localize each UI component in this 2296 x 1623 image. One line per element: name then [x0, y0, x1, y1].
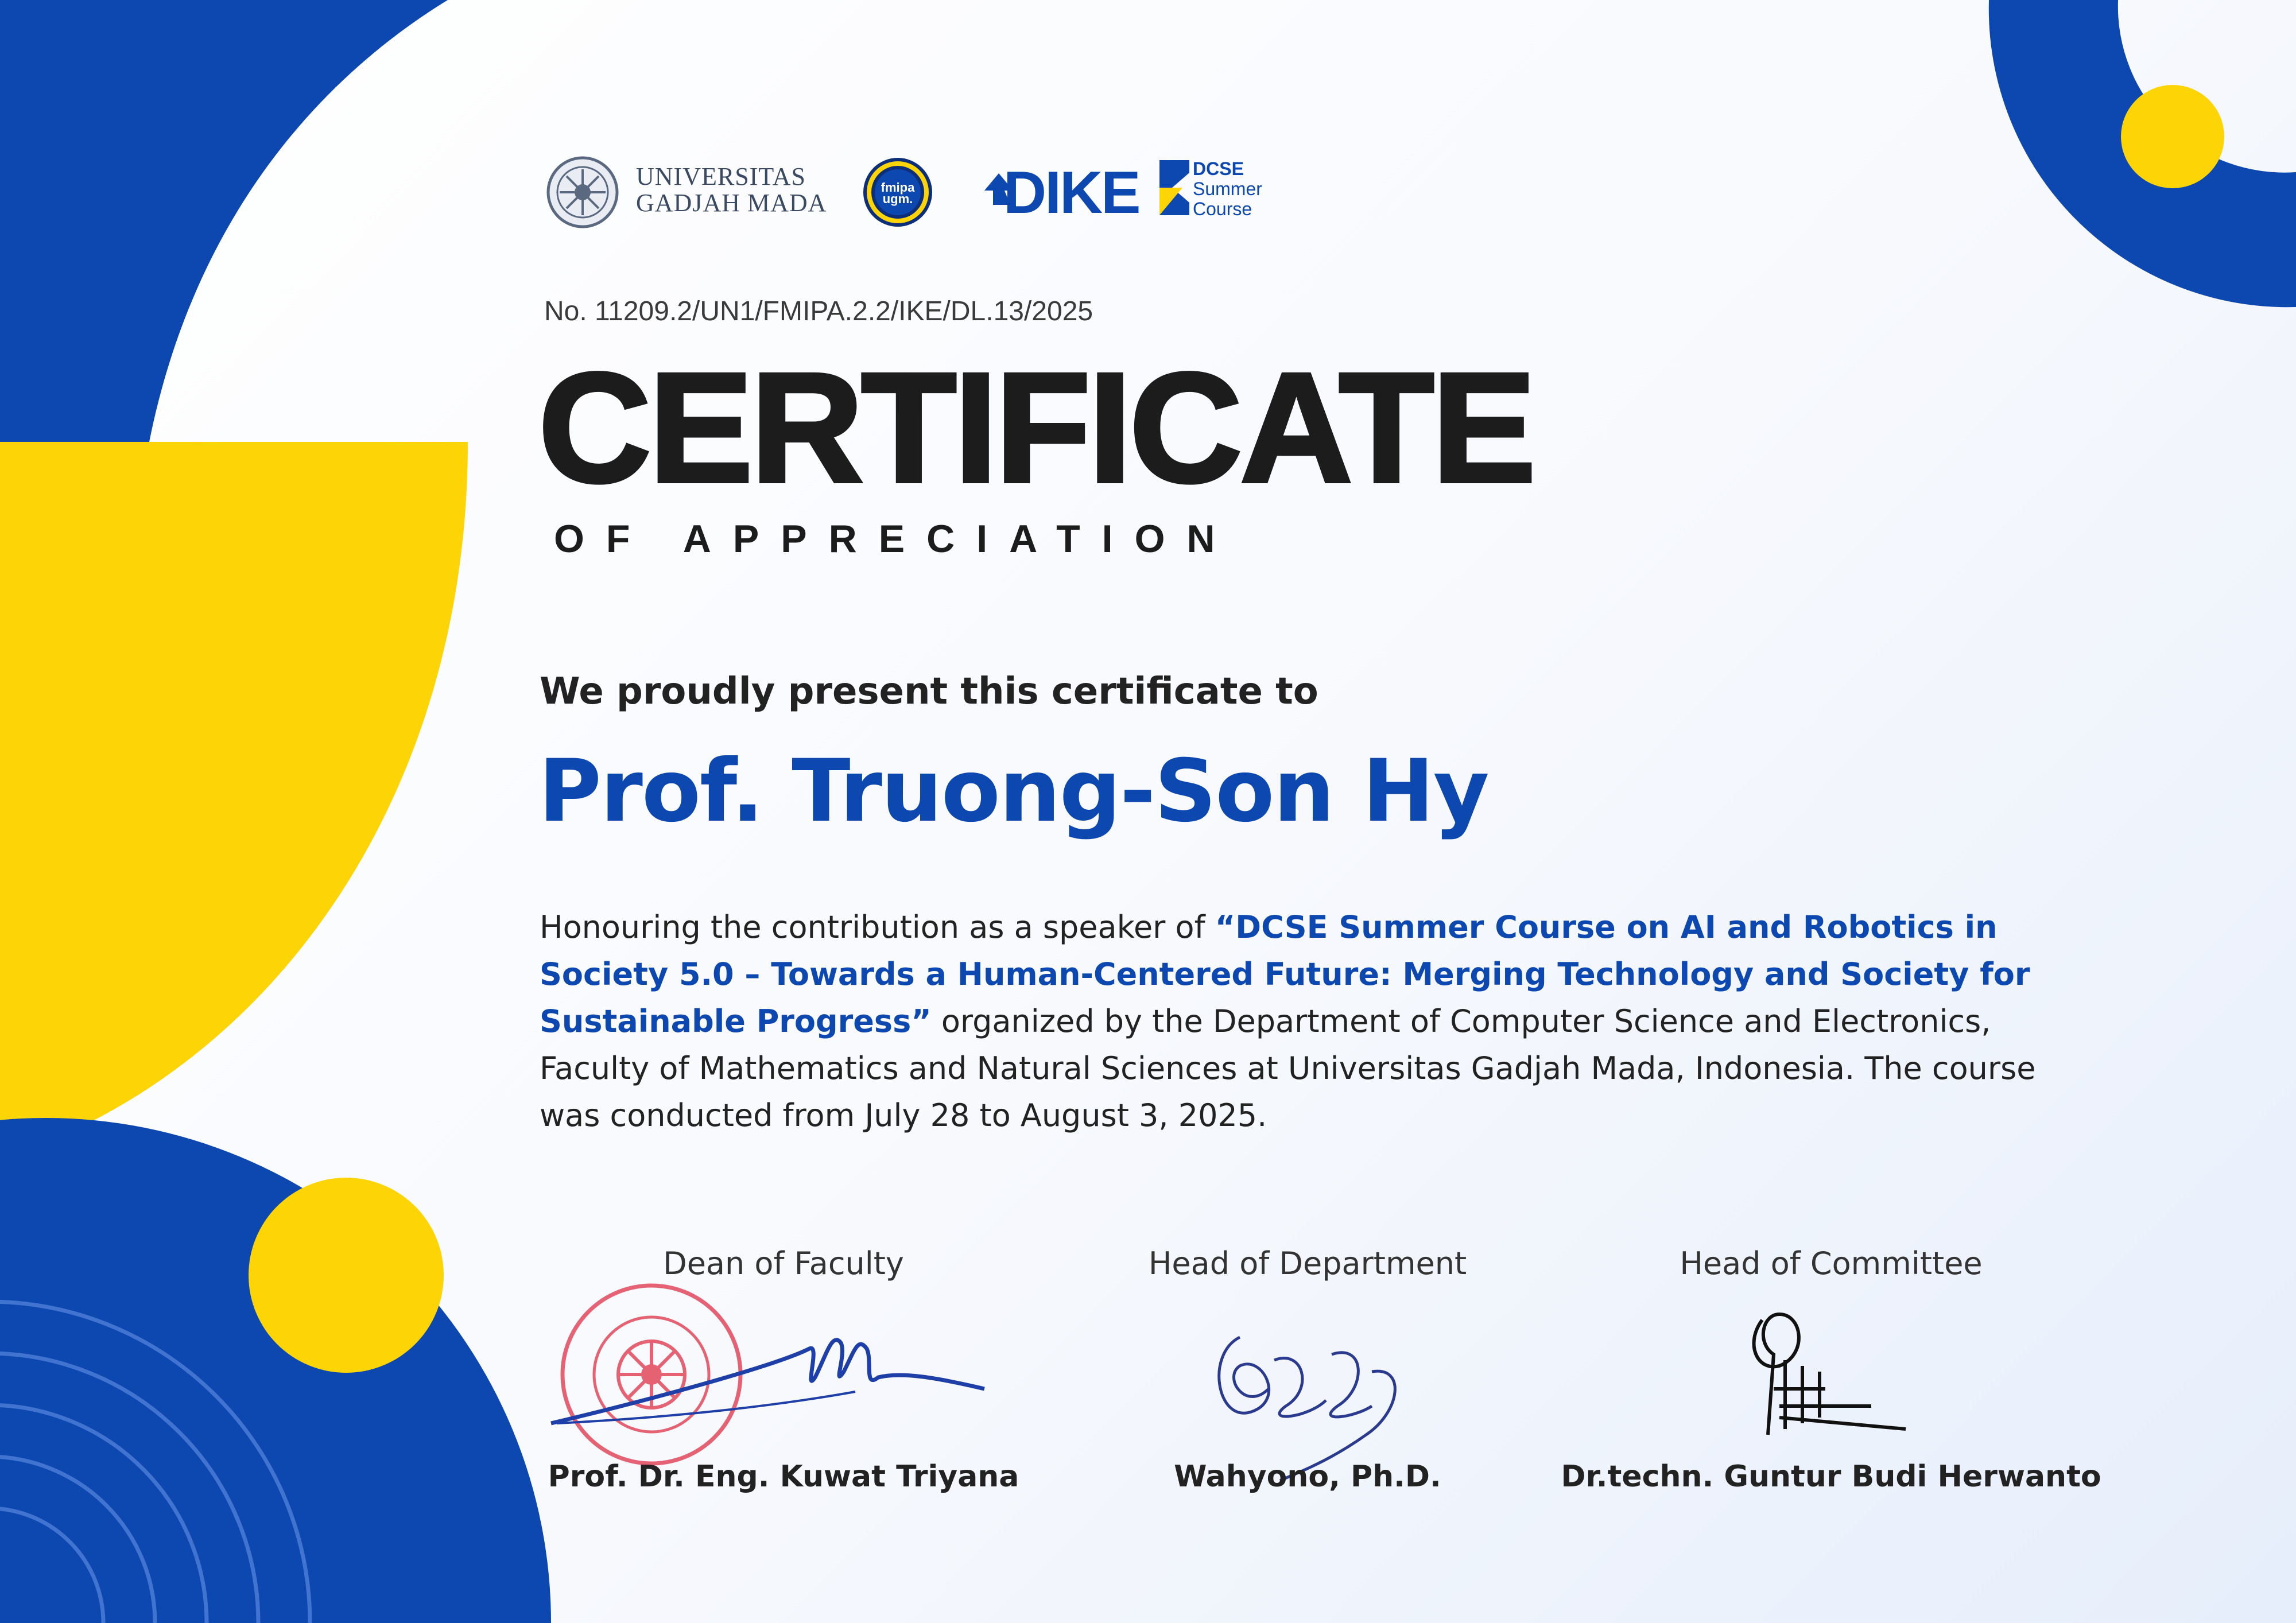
certificate-subtitle: OF APPRECIATION	[554, 517, 1237, 561]
yellow-dot-bottom-left	[249, 1178, 444, 1373]
signatory-name-head-department: Wahyono, Ph.D.	[1174, 1459, 1441, 1494]
certificate-number: No. 11209.2/UN1/FMIPA.2.2/IKE/DL.13/2025	[544, 296, 1093, 327]
university-stamp	[563, 1286, 740, 1463]
signatory-role-head-committee: Head of Committee	[1680, 1245, 1983, 1282]
university-line-1: UNIVERSITAS	[636, 162, 806, 191]
logo-row	[545, 152, 1280, 232]
dcse-logo	[1159, 158, 1262, 219]
yellow-dot-top-right	[2121, 85, 2224, 188]
signatory-role-dean: Dean of Faculty	[663, 1245, 904, 1282]
body-suffix: organized by the Department of Computer Science and Electronics, Faculty of Mathematics and Natural Sciences at Universitas Gadjah Mada, Indonesia. The course was conducted from July 28 to August 3, 2025.	[540, 1003, 2036, 1133]
dike-label: DIKE	[1003, 160, 1139, 226]
yellow-quarter-shape	[0, 442, 468, 1159]
head-committee-signature	[1733, 1303, 1929, 1446]
certificate-body	[540, 904, 2066, 1139]
dcse-line-3: Course	[1193, 199, 1252, 219]
university-line-2: GADJAH MADA	[636, 189, 827, 217]
signatory-name-head-committee: Dr.techn. Guntur Budi Herwanto	[1561, 1459, 2101, 1494]
fmipa-label: fmipa ugm.	[881, 180, 915, 206]
dean-stamp-and-signature	[534, 1280, 1004, 1469]
course-title: “DCSE Summer Course on AI and Robotics in Society 5.0 – Towards a Human-Centered Future: Merging Technology and Society for Sustainable Progress”	[540, 909, 2030, 1039]
signatory-role-head-department: Head of Department	[1148, 1245, 1467, 1282]
recipient-name: Prof. Truong-Son Hy	[538, 741, 1488, 841]
signatory-name-dean: Prof. Dr. Eng. Kuwat Triyana	[548, 1459, 1019, 1494]
certificate-title: CERTIFICATE	[538, 340, 1534, 515]
university-name	[636, 164, 827, 216]
fmipa-logo	[862, 157, 933, 230]
dcse-line-2: Summer	[1193, 178, 1262, 199]
ugm-seal-icon	[545, 155, 620, 232]
dcse-line-1: DCSE	[1193, 158, 1244, 179]
presented-to-text: We proudly present this certificate to	[540, 670, 1318, 713]
body-prefix: Honouring the contribution as a speaker of	[540, 909, 1215, 945]
dcse-text	[1193, 159, 1262, 219]
